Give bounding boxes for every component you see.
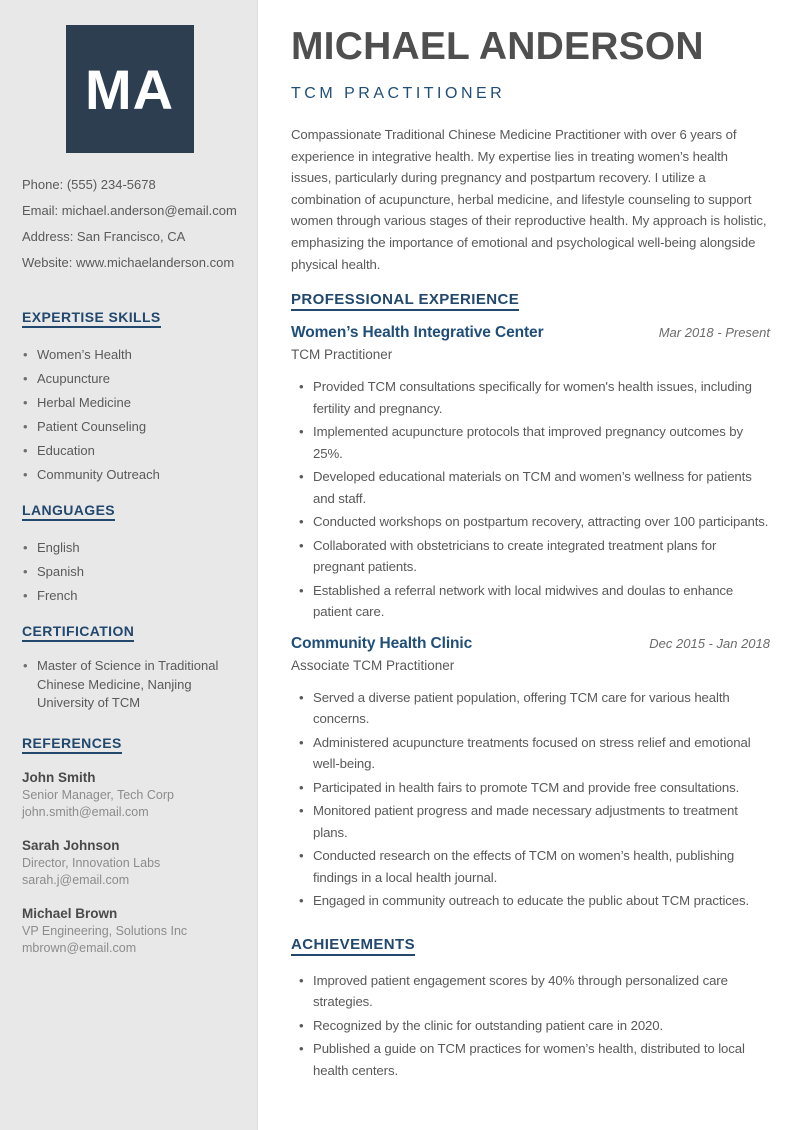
section-professional-experience (291, 291, 770, 912)
bullet-item: • Improved patient engagement scores by 40% through personalized care strategies. (291, 970, 770, 1013)
bullet-item: • Conducted research on the effects of TCM on women’s health, publishing findings in a local health journal. (291, 845, 770, 888)
reference-name: Michael Brown (22, 905, 118, 921)
sidebar (0, 0, 258, 1130)
achievements-list (291, 970, 770, 1082)
reference-name: Sarah Johnson (22, 837, 120, 853)
skill-item: • Community Outreach (22, 463, 237, 487)
job-header (291, 635, 770, 653)
language-item: • French (22, 584, 237, 608)
reference-email: sarah.j@email.com (22, 873, 130, 887)
summary-paragraph: Compassionate Traditional Chinese Medicine Practitioner with over 6 years of experience in integrative health. My expertise lies in treating women’s health issues, particularly during pregnancy and postpartum recovery. I utilize a combination of acupuncture, herbal medicine, and lifestyle counseling to support women through various stages of their reproductive health. My approach is holistic, emphasizing the importance of emotional and psychological well-being alongside physical health. (291, 127, 767, 272)
contact-info (22, 172, 237, 276)
reference-name: John Smith (22, 769, 96, 785)
bullet-item: • Provided TCM consultations specifically for women's health issues, including fertility and pregnancy. (291, 376, 770, 419)
avatar-initials: MA (84, 57, 175, 121)
contact-email: Email: michael.anderson@email.com (22, 203, 237, 218)
expertise-skills-heading: EXPERTISE SKILLS (22, 309, 161, 328)
job-header (291, 324, 770, 342)
job-role: TCM Practitioner (291, 347, 393, 363)
job-entry (291, 324, 770, 623)
skill-item: • Women’s Health (22, 343, 237, 367)
bullet-item: • Published a guide on TCM practices for women’s health, distributed to local health centers. (291, 1038, 770, 1081)
company-name: Women’s Health Integrative Center (291, 324, 544, 342)
bullet-item: • Conducted workshops on postpartum recovery, attracting over 100 participants. (291, 511, 770, 533)
section-achievements (291, 936, 770, 1082)
job-bullet-list (291, 376, 770, 623)
reference-entry (22, 768, 237, 822)
contact-phone: Phone: (555) 234-5678 (22, 177, 156, 192)
reference-role: VP Engineering, Solutions Inc (22, 923, 188, 938)
avatar (66, 25, 194, 153)
language-item: • English (22, 536, 237, 560)
reference-role: Senior Manager, Tech Corp (22, 787, 174, 802)
person-title: TCM PRACTITIONER (291, 85, 506, 103)
section-expertise-skills (22, 309, 237, 487)
job-dates: Dec 2015 - Jan 2018 (649, 635, 770, 651)
reference-entry (22, 836, 237, 890)
certification-heading: CERTIFICATION (22, 623, 134, 642)
reference-entry (22, 904, 237, 958)
certification-list (22, 657, 237, 713)
bullet-item: • Collaborated with obstetricians to create integrated treatment plans for pregnant patients. (291, 535, 770, 578)
bullet-item: • Developed educational materials on TCM and women’s wellness for patients and staff. (291, 466, 770, 509)
bullet-item: • Served a diverse patient population, offering TCM care for various health concerns. (291, 687, 770, 730)
company-name: Community Health Clinic (291, 634, 473, 652)
achievements-heading: ACHIEVEMENTS (291, 936, 415, 956)
job-dates: Mar 2018 - Present (658, 325, 770, 341)
contact-website: Website: www.michaelanderson.com (22, 255, 235, 270)
skill-item: • Herbal Medicine (22, 391, 237, 415)
professional-experience-heading: PROFESSIONAL EXPERIENCE (291, 291, 519, 311)
reference-email: john.smith@email.com (22, 805, 149, 819)
section-certification (22, 623, 237, 713)
bullet-item: • Established a referral network with local midwives and doulas to enhance patient care. (291, 580, 770, 623)
skill-item: • Acupuncture (22, 367, 237, 391)
bullet-item: • Participated in health fairs to promote TCM and provide free consultations. (291, 777, 770, 799)
bullet-item: • Recognized by the clinic for outstanding patient care in 2020. (291, 1015, 770, 1037)
section-languages (22, 502, 237, 608)
expertise-skills-list (22, 343, 237, 487)
main-content (258, 0, 800, 1130)
references-heading: REFERENCES (22, 735, 122, 754)
bullet-item: • Administered acupuncture treatments focused on stress relief and emotional well-being. (291, 732, 770, 775)
languages-list (22, 536, 237, 608)
languages-heading: LANGUAGES (22, 502, 115, 521)
section-references (22, 735, 237, 958)
reference-role: Director, Innovation Labs (22, 855, 161, 870)
bullet-item: • Engaged in community outreach to educate the public about TCM practices. (291, 890, 770, 912)
certification-item: • Master of Science in Traditional Chinese Medicine, Nanjing University of TCM (22, 657, 237, 713)
bullet-item: • Implemented acupuncture protocols that improved pregnancy outcomes by 25%. (291, 421, 770, 464)
skill-item: • Patient Counseling (22, 415, 237, 439)
contact-address: Address: San Francisco, CA (22, 229, 186, 244)
reference-email: mbrown@email.com (22, 941, 137, 955)
skill-item: • Education (22, 439, 237, 463)
job-role: Associate TCM Practitioner (291, 657, 455, 673)
bullet-item: • Monitored patient progress and made necessary adjustments to treatment plans. (291, 800, 770, 843)
job-bullet-list (291, 687, 770, 912)
person-name: MICHAEL ANDERSON (291, 25, 704, 68)
language-item: • Spanish (22, 560, 237, 584)
job-entry (291, 635, 770, 912)
